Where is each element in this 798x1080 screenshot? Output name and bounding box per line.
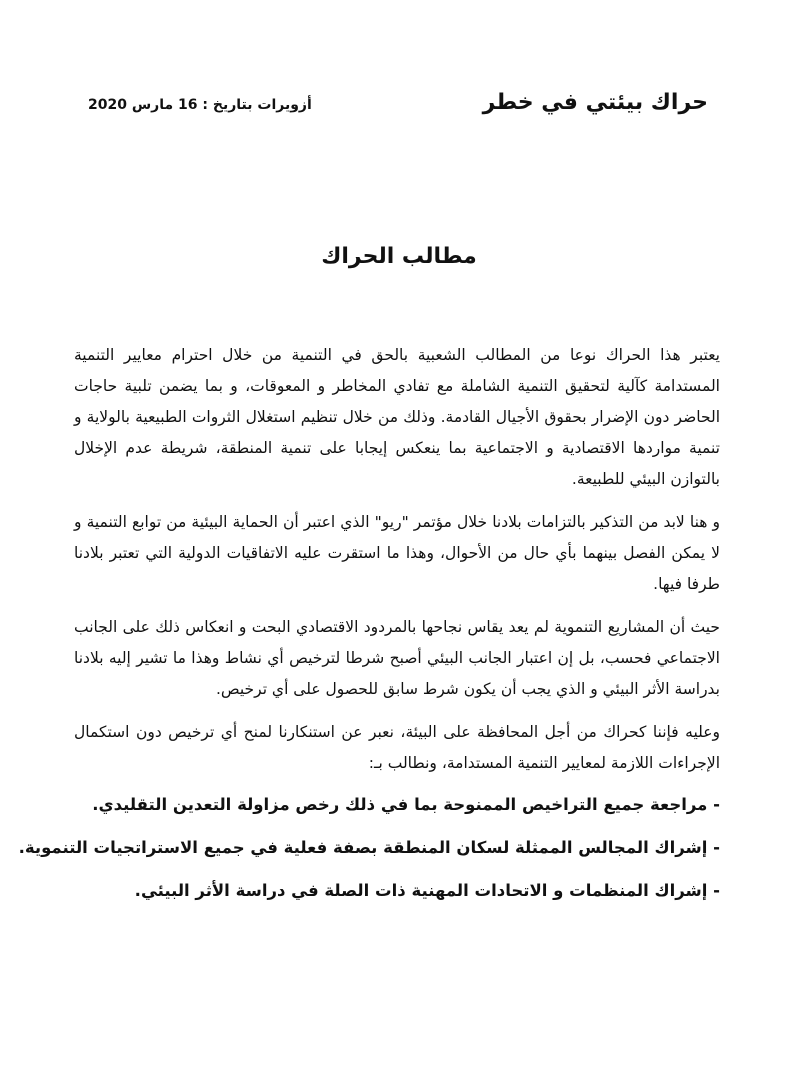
demand-item: - إشراك المنظمات و الاتحادات المهنية ذات الصلة في دراسة الأثر البيئي.: [134, 881, 720, 900]
date-line: أزويرات بتاريخ : 16 مارس 2020: [88, 97, 312, 113]
document-header: [88, 88, 708, 124]
demand-item: - مراجعة جميع التراخيص الممنوحة بما في ذلك رخص مزاولة التعدين التقليدي.: [92, 795, 720, 814]
paragraph-rio-commitments: و هنا لابد من التذكير بالتزامات بلادنا خلال مؤتمر "ريو" الذي اعتبر أن الحماية البيئية من توابع التنمية و لا يمكن الفصل بينهما بأي حال من الأحوال، وهذا ما استقرت عليه الاتفاقيات الدولية التي تعتبر بلادنا طرفا فيها.: [74, 513, 720, 593]
document-body: [18, 340, 720, 920]
movement-name: حراك بيئتي في خطر: [482, 90, 708, 115]
paragraph-environmental-condition: حيث أن المشاريع التنموية لم يعد يقاس نجاحها بالمردود الاقتصادي البحت و انعكاس ذلك على الجانب الاجتماعي فحسب، بل إن اعتبار الجانب البيئي أصبح شرطا لترخيص أي نشاط وهذا ما تشير إليه بلادنا بدراسة الأثر البيئي و الذي يجب أن يكون شرط سابق للحصول على أي ترخيص.: [74, 618, 720, 698]
paragraph-intro: يعتبر هذا الحراك نوعا من المطالب الشعبية بالحق في التنمية من خلال احترام معايير التنمية المستدامة كآلية لتحقيق التنمية الشاملة مع تفادي المخاطر و المعوقات، و بما يضمن تلبية حاجات الحاضر دون الإضرار بحقوق الأجيال القادمة. وذلك من خلال تنظيم استغلال الثروات الطبيعية بالولاية و تنمية مواردها الاقتصادية و الاجتماعية بما ينعكس إيجابا على تنمية المنطقة، شريطة عدم الإخلال بالتوازن البيئي للطبيعة.: [74, 346, 720, 488]
document-title: مطالب الحراك: [321, 244, 477, 269]
paragraph-demands-intro: وعليه فإننا كحراك من أجل المحافظة على البيئة، نعبر عن استنكارنا لمنح أي ترخيص دون استكمال الإجراءات اللازمة لمعايير التنمية المستدامة، ونطالب بـ:: [74, 723, 720, 772]
demands-list: [18, 791, 720, 905]
demand-item: - إشراك المجالس الممثلة لسكان المنطقة بصفة فعلية في جميع الاستراتجيات التنموية.: [18, 838, 720, 857]
